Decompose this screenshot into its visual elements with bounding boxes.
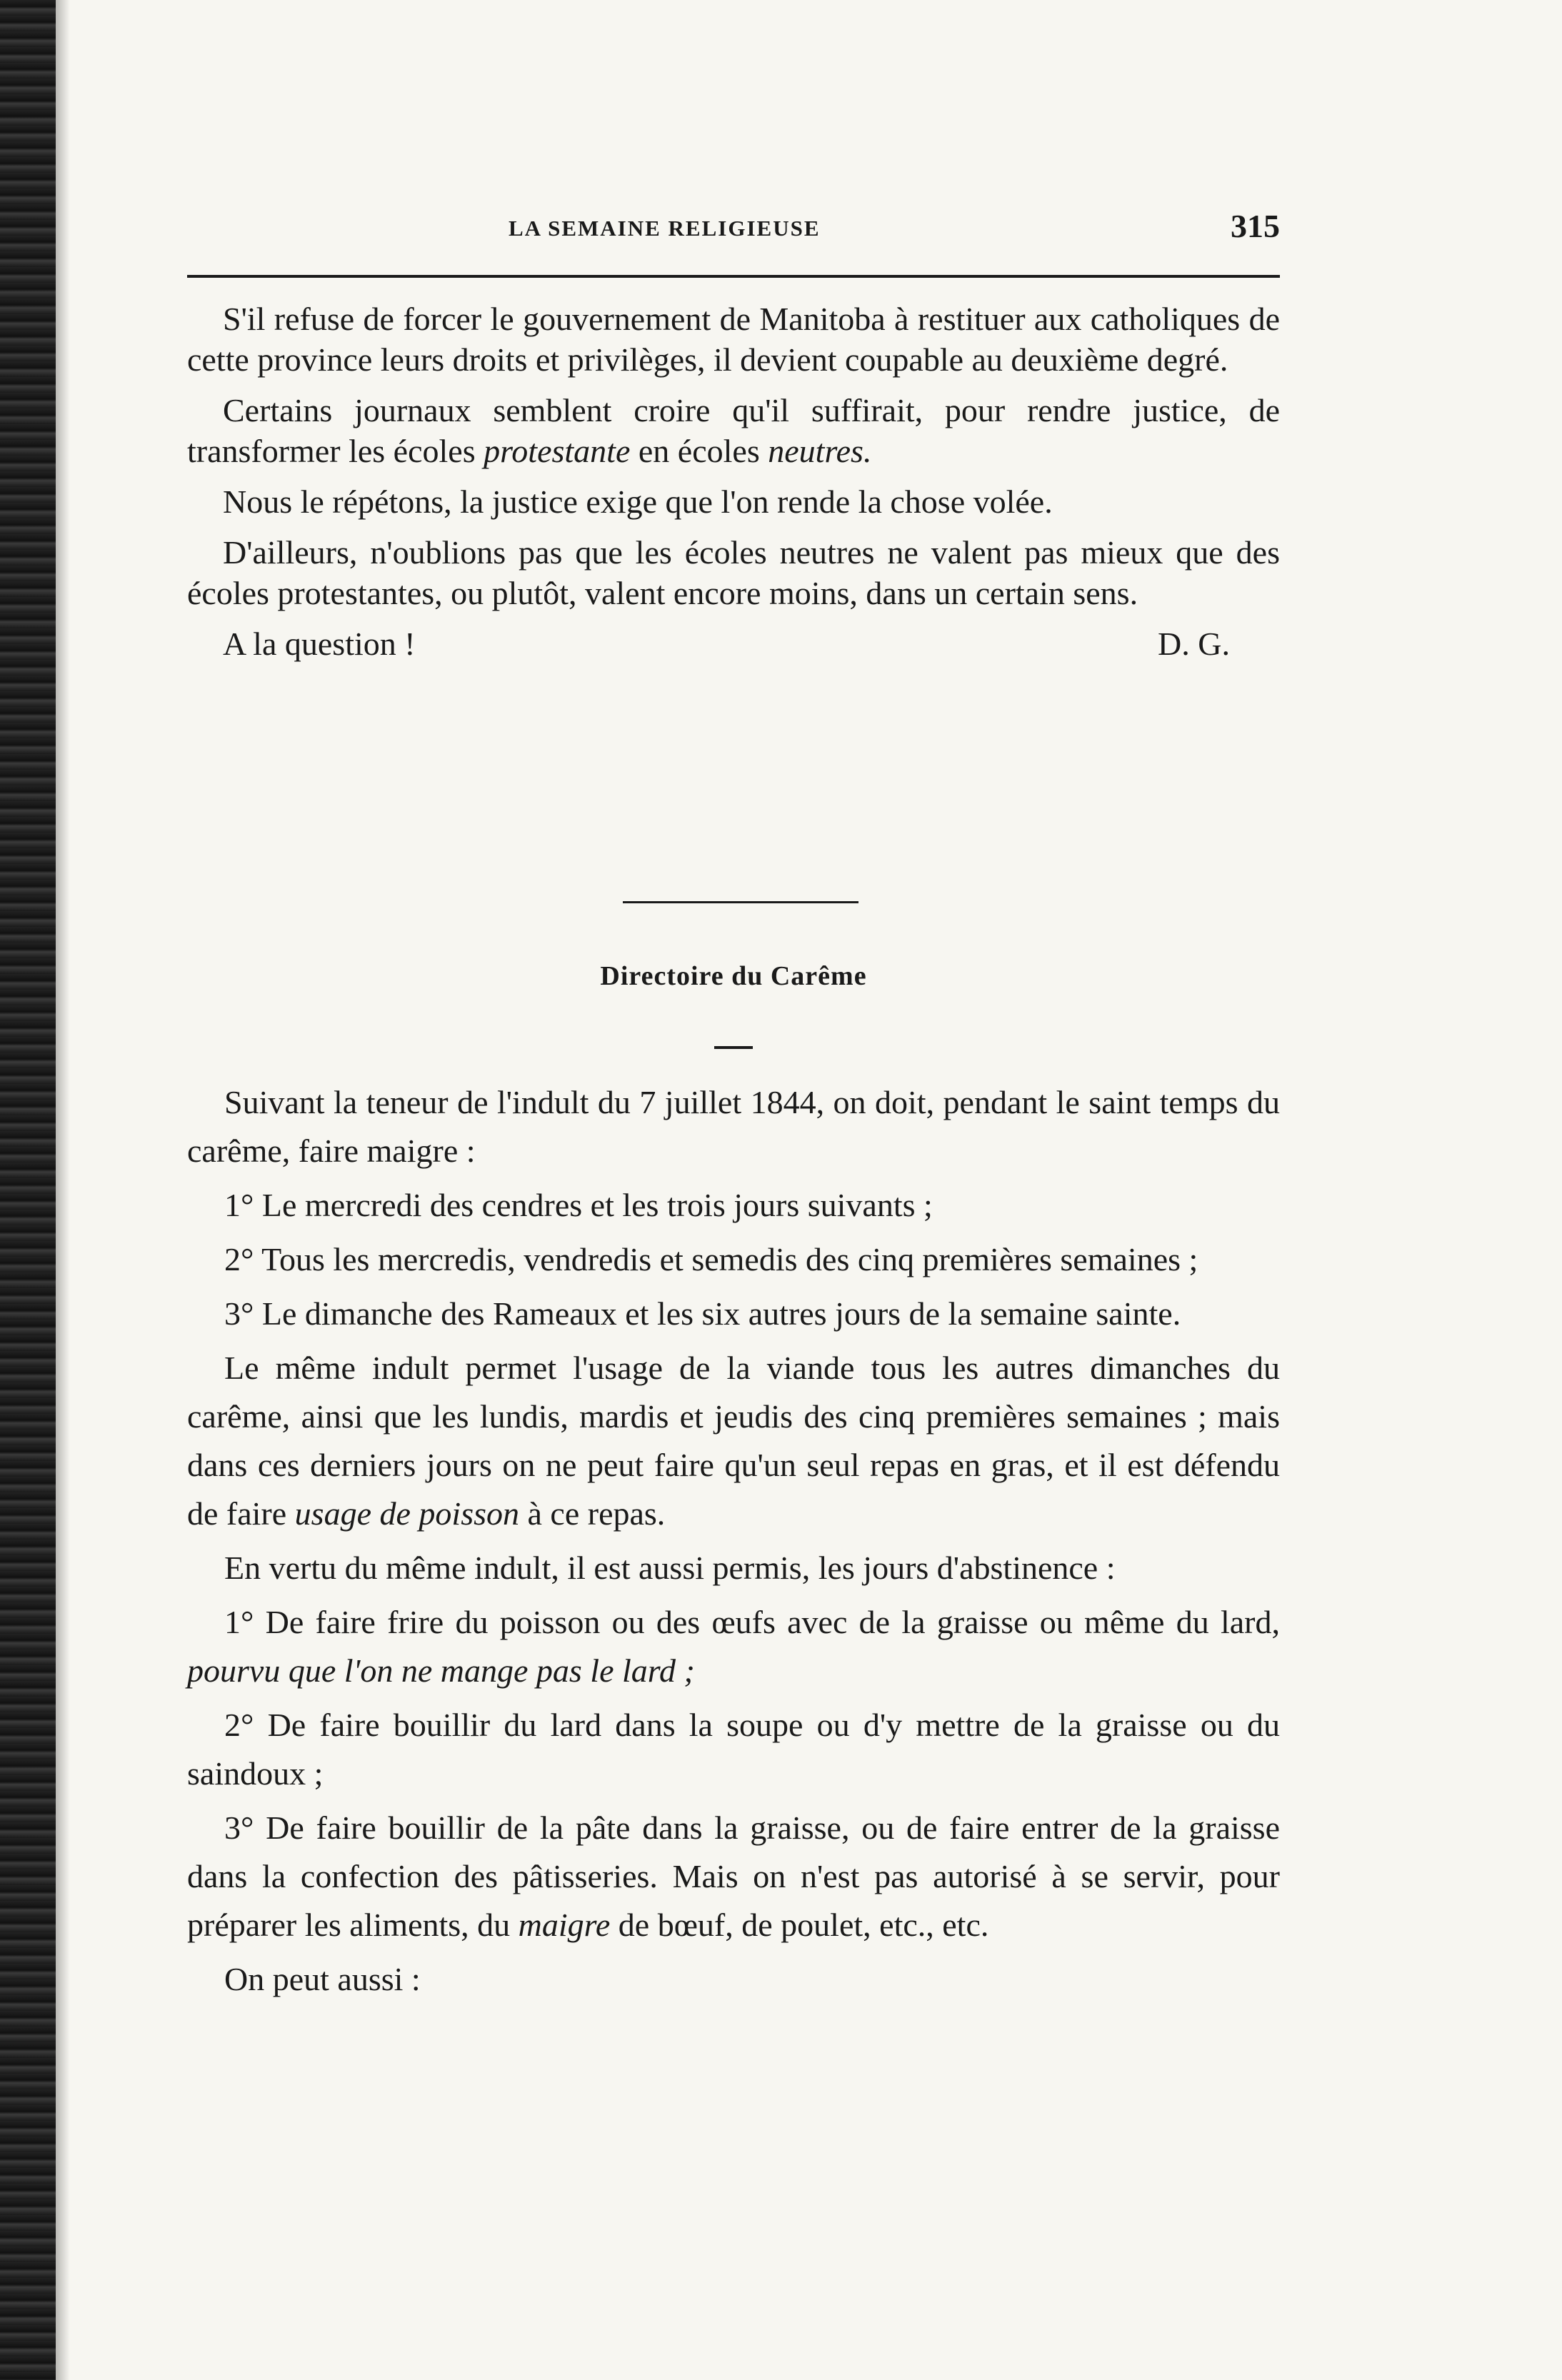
paragraph: On peut aussi : bbox=[224, 1961, 421, 1997]
paragraph bbox=[187, 1344, 1280, 1538]
section-divider bbox=[623, 901, 858, 903]
paragraph: Nous le répétons, la justice exige que l'on rende la chose volée. bbox=[223, 483, 1053, 520]
paragraph bbox=[187, 390, 1280, 471]
section-body bbox=[187, 1078, 1280, 2009]
text-run: en écoles bbox=[630, 433, 769, 469]
text-run: de bœuf, de poulet, etc., etc. bbox=[610, 1907, 989, 1943]
running-title: LA SEMAINE RELIGIEUSE bbox=[509, 216, 821, 241]
page-header bbox=[187, 207, 1280, 250]
section-title: Directoire du Carême bbox=[600, 961, 867, 991]
article-continuation bbox=[187, 298, 1280, 671]
list-item: 3° Le dimanche des Rameaux et les six autres jours de la semaine sainte. bbox=[224, 1295, 1181, 1332]
title-dash bbox=[714, 1046, 753, 1049]
paragraph: D'ailleurs, n'oublions pas que les écoles neutres ne valent pas mieux que des écoles protestantes, ou plutôt, valent encore moins, dans un certain sens. bbox=[187, 534, 1280, 611]
italic-text: maigre bbox=[518, 1907, 611, 1943]
text-run: Le même indult permet l'usage de la viande tous les autres dimanches du carême, ainsi que les lundis, mardis et jeudis des cinq premières semaines ; mais dans ces derniers jours on ne peut faire qu'un seul repas en gras, et il est défendu de faire bbox=[187, 1350, 1280, 1532]
author-signature: D. G. bbox=[1158, 626, 1230, 662]
list-item: 2° Tous les mercredis, vendredis et semedis des cinq premières semaines ; bbox=[224, 1241, 1198, 1277]
list-item bbox=[187, 1598, 1280, 1695]
paragraph: S'il refuse de forcer le gouvernement de Manitoba à restituer aux catholiques de cette province leurs droits et privilèges, il devient coupable au deuxième degré. bbox=[187, 301, 1280, 378]
text-run: Certains journaux semblent croire qu'il suffirait, pour rendre justice, de transformer les écoles bbox=[187, 392, 1280, 469]
list-item: 1° Le mercredi des cendres et les trois jours suivants ; bbox=[224, 1187, 933, 1223]
closing-line bbox=[187, 623, 1280, 671]
text-run: à ce repas. bbox=[519, 1495, 666, 1532]
closing-question: A la question ! bbox=[223, 626, 416, 662]
italic-text: pourvu que l'on ne mange pas le lard ; bbox=[187, 1652, 695, 1689]
italic-text: neutres. bbox=[768, 433, 872, 469]
paragraph: Suivant la teneur de l'indult du 7 juillet 1844, on doit, pendant le saint temps du carême, faire maigre : bbox=[187, 1084, 1280, 1169]
italic-text: usage de poisson bbox=[294, 1495, 519, 1532]
header-rule bbox=[187, 275, 1280, 278]
text-run: 1° De faire frire du poisson ou des œufs avec de la graisse ou même du lard, bbox=[224, 1604, 1280, 1640]
paragraph: En vertu du même indult, il est aussi permis, les jours d'abstinence : bbox=[224, 1550, 1116, 1586]
binding-edge bbox=[0, 0, 56, 2380]
list-item: 2° De faire bouillir du lard dans la soupe ou d'y mettre de la graisse ou du saindoux ; bbox=[187, 1707, 1280, 1792]
italic-text: protestante bbox=[484, 433, 631, 469]
page-number: 315 bbox=[1231, 208, 1280, 244]
text-run: 3° De faire bouillir de la pâte dans la graisse, ou de faire entrer de la graisse dans la confection des pâtisseries. Mais on n'est pas autorisé à se servir, pour préparer les aliments, du bbox=[187, 1809, 1280, 1943]
list-item bbox=[187, 1804, 1280, 1949]
